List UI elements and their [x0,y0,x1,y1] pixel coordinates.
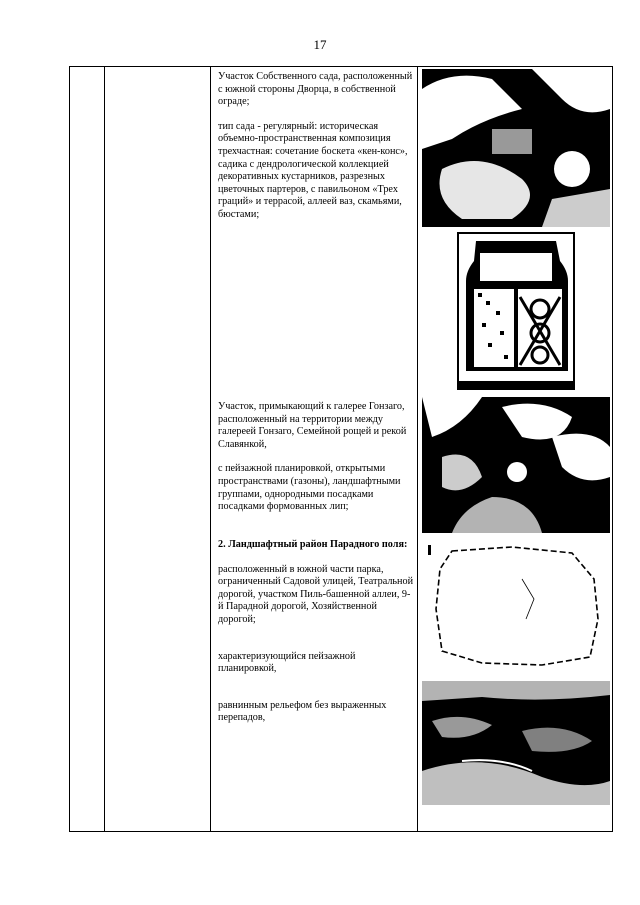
description-cell-gonzago-gallery [218,401,414,514]
description-cell-parade-field [218,539,414,725]
description-cell-own-garden [218,71,414,222]
paragraph: тип сада - регулярный: историческая объемно-пространственная композиция трехчастная: сочетание боскета «кен-конс», садика с дендрологической коллекцией декоративных кустарников, разрезных цветочных партеров, с павильоном «Трех граций» и террасой, аллеей ваз, скамьями, бюстами; [218,120,408,220]
paragraph: характеризующийся пейзажной планировкой, [218,650,356,675]
paragraph: Участок, примыкающий к галерее Гонзаго, расположенный на территории между галереей Гонзаго, Семейной рощей и рекой Славянкой, [218,401,407,450]
column-divider [210,67,211,831]
paragraph: с пейзажной планировкой, открытыми пространствами (газоны), ландшафтными группами, однородными посадками посадками формованных лип; [218,463,401,513]
paragraph: расположенный в южной части парка, ограниченный Садовой улицей, Театральной дорогой, участком Пиль-башенной аллеи, 9-й Парадной дорогой, Хозяйственной дорогой; [218,563,414,625]
garden-photo [422,69,610,227]
column-divider [104,67,105,831]
column-divider [417,67,418,831]
pavilion-photo [456,231,576,391]
paragraph: равнинным рельефом без выраженных перепадов, [218,699,387,724]
register-table [69,66,613,832]
district-map [422,539,610,671]
paragraph: Участок Собственного сада, расположенный с южной стороны Дворца, в собственной ограде; [218,71,413,108]
section-heading: 2. Ландшафтный район Парадного поля: [218,539,408,550]
page-number: 17 [313,37,327,52]
landscape-photo [422,681,610,805]
park-photo [422,397,610,533]
